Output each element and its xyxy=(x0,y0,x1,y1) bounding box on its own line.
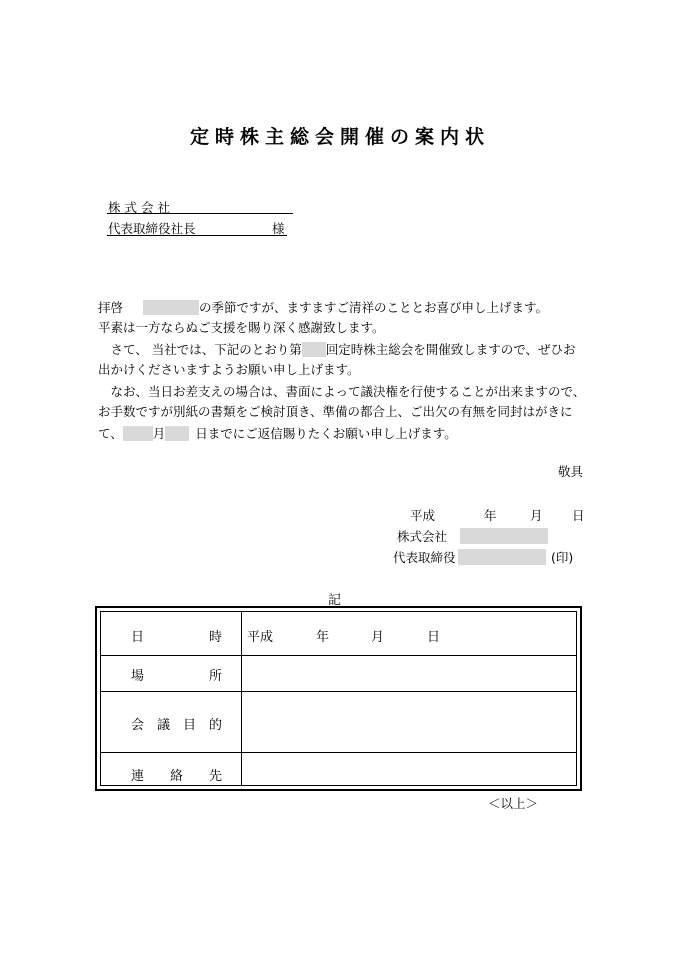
end-mark: ＜以上＞ xyxy=(488,796,539,811)
sender-company-blank[interactable] xyxy=(460,528,548,544)
details-table xyxy=(95,606,582,791)
table-row-divider xyxy=(101,752,576,753)
datetime-day[interactable]: 日 xyxy=(427,630,441,645)
reply-day-blank[interactable] xyxy=(165,426,189,441)
sender-year-unit: 年 xyxy=(484,508,497,523)
table-row-divider xyxy=(101,655,576,656)
datetime-year[interactable]: 年 xyxy=(316,630,330,645)
closing: 敬具 xyxy=(558,464,584,479)
sender-era: 平成 xyxy=(410,508,436,523)
body-line-4: 出かけくださいますようお願い申し上げます。 xyxy=(98,362,360,377)
addressee-company: 株式会社 xyxy=(108,200,175,215)
body-line-6: お手数ですが別紙の書類をご検討頂き、準備の都合上、ご出欠の有無を同封はがきに xyxy=(98,404,573,419)
row-label-contact: 連 絡 先 xyxy=(131,769,223,784)
table-row-divider xyxy=(101,691,576,692)
row-label-agenda: 会 議 目 的 xyxy=(131,718,223,733)
document-title: 定時株主総会開催の案内状 xyxy=(189,126,490,148)
sender-company: 株式会社 xyxy=(397,529,448,544)
body-line-1: 拝啓 の季節ですが、ますますご清祥のこととお喜び申し上げます。 xyxy=(98,300,549,315)
datetime-month[interactable]: 月 xyxy=(371,630,385,645)
details-table-inner xyxy=(100,611,577,786)
reply-month-blank[interactable] xyxy=(123,426,153,441)
row-label-datetime: 日 時 xyxy=(131,630,223,645)
body-line-2: 平素は一方ならぬご支援を賜り深く感謝致します。 xyxy=(98,320,385,335)
body-line-5: なお、当日お差支えの場合は、書面によって議決権を行使することが出来ますので、 xyxy=(98,384,586,399)
body-line-3: さて、 当社では、下記のとおり第 回定時株主総会を開催致しますので、ぜひお xyxy=(98,342,576,357)
datetime-era[interactable]: 平成 xyxy=(247,630,274,645)
body-line-7: て、 月 日までにご返信賜りたくお願い申し上げます。 xyxy=(98,426,457,441)
seal-mark: (印) xyxy=(551,550,574,565)
ki-heading: 記 xyxy=(328,593,342,608)
sender-representative-blank[interactable] xyxy=(458,549,546,565)
addressee-representative: 代表取締役社長 xyxy=(108,221,196,236)
sender-representative: 代表取締役 xyxy=(393,550,456,565)
greeting-opening: 拝啓 xyxy=(98,300,124,315)
addressee-company-underline xyxy=(107,213,293,214)
sender-month-unit: 月 xyxy=(530,508,543,523)
sender-day-unit: 日 xyxy=(572,508,585,523)
meeting-number-blank[interactable] xyxy=(302,342,326,357)
season-blank[interactable] xyxy=(143,300,199,315)
addressee-representative-underline xyxy=(107,235,287,236)
table-column-divider xyxy=(241,612,242,785)
addressee-honorific: 様 xyxy=(272,221,285,236)
row-label-location: 場 所 xyxy=(131,669,223,684)
